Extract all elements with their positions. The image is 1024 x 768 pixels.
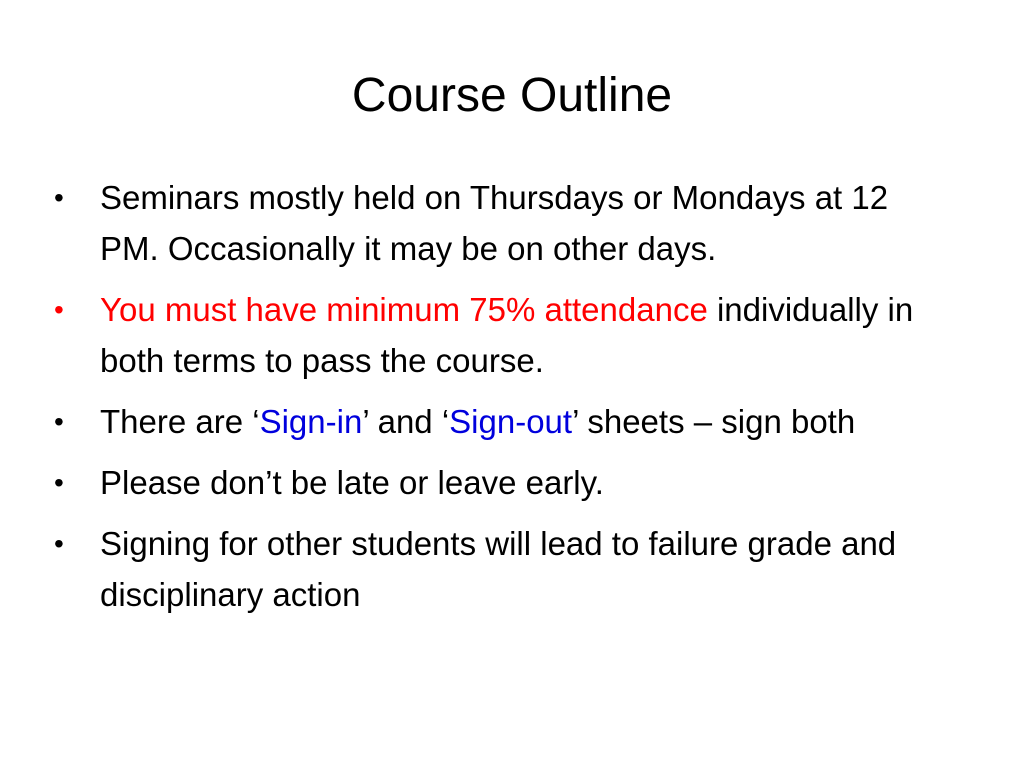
bullet-text: Seminars mostly held on Thursdays or Mondays at 12 PM. Occasionally it may be on other days. (100, 179, 889, 267)
slide-title: Course Outline (351, 69, 673, 122)
bullet-icon: • (54, 182, 64, 213)
bullet-item-punctuality (54, 457, 954, 508)
sign-in-term: Sign-in (259, 403, 363, 440)
bullet-icon: • (54, 528, 64, 559)
sign-out-term: Sign-out (449, 403, 573, 440)
bullet-item-sign-sheets (54, 396, 954, 447)
bullet-text: Please don’t be late or leave early. (100, 464, 604, 501)
bullet-text: Signing for other students will lead to failure grade and disciplinary action (100, 525, 897, 613)
bullet-item-seminars (54, 172, 954, 274)
bullet-text: individually in both terms to pass the course. (100, 291, 914, 379)
bullet-text-part: ’ and ‘ (362, 403, 450, 440)
bullet-icon: • (54, 406, 64, 437)
bullet-icon: • (54, 467, 64, 498)
bullet-item-attendance (54, 284, 954, 386)
bullet-icon: • (54, 294, 64, 325)
bullet-item-signing-policy (54, 518, 954, 620)
bullet-text-part: ’ sheets – sign both (572, 403, 856, 440)
bullet-text-part: There are ‘ (100, 403, 260, 440)
attendance-requirement-text: You must have minimum 75% attendance (100, 291, 708, 328)
bullet-list (54, 172, 954, 630)
